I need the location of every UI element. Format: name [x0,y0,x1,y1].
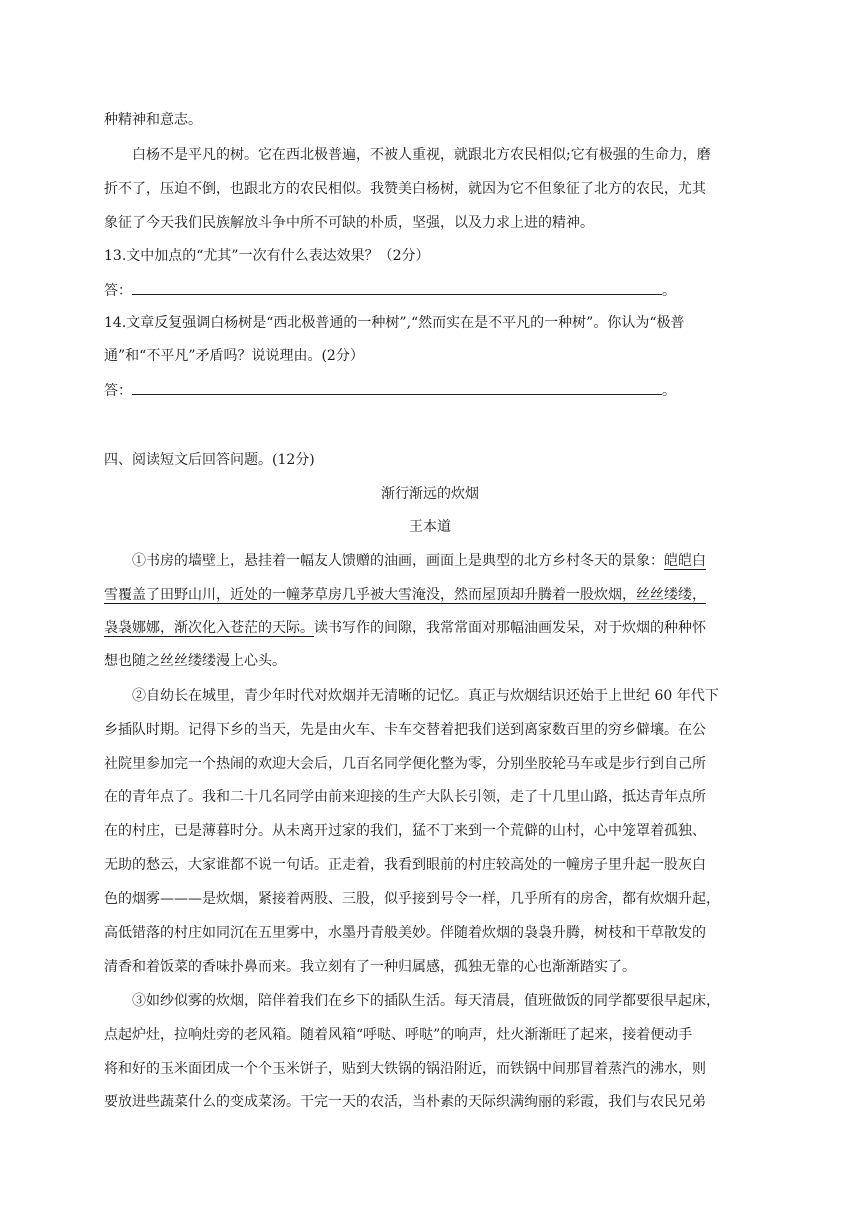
text-line: 点起炉灶，拉响灶旁的老风箱。随着风箱“呼哒、呼哒”的响声，灶火渐渐旺了起来，接着便动手 [104,1027,693,1043]
answer-blank[interactable] [132,280,662,295]
question-13: 13.文中加点的“尤其”一次有什么表达效果？（2分） [104,248,430,264]
section-heading: 四、阅读短文后回答问题。(12分) [104,452,315,468]
text-line: 将和好的玉米面团成一个个玉米饼子，贴到大铁锅的锅沿附近，而铁锅中间那冒着蒸汽的沸水，则 [104,1061,706,1077]
text-line: 高低错落的村庄如同沉在五里雾中，水墨丹青般美妙。伴随着炊烟的袅袅升腾，树枝和干草散发的 [104,925,706,941]
paragraph-1-line: ①书房的墙壁上，悬挂着一幅友人馈赠的油画，画面上是典型的北方乡村冬天的景象：皑皑白 [132,553,706,569]
text-line: 社院里参加完一个热闹的欢迎大会后，几百名同学便化整为零，分别坐胶轮马车或是步行到自己所 [104,756,706,772]
answer-end: 。 [662,283,676,299]
text-line: 想也随之丝丝缕缕漫上心头。 [104,653,286,669]
underlined-line [104,585,706,605]
article-author: 王本道 [409,519,451,535]
underlined-text: 皑皑白 [664,553,706,569]
text-line: 折不了，压迫不倒，也跟北方的农民相似。我赞美白杨树，就因为它不但象征了北方的农民，尤其 [104,181,706,197]
text-line: 色的烟雾———是炊烟，紧接着两股、三股，似乎接到号令一样，几乎所有的房舍，都有炊烟升起， [104,891,720,907]
text-line: 白杨不是平凡的树。它在西北极普遍，不被人重视，就跟北方农民相似;它有极强的生命力，磨 [132,147,711,163]
text-line: 在的村庄，已是薄暮时分。从未离开过家的我们，猛不丁来到一个荒僻的山村，心中笼罩着孤独、 [104,823,706,839]
text-line: 在的青年点了。我和二十几名同学由前来迎接的生产大队长引领，走了十几里山路，抵达青年点所 [104,789,706,805]
underlined-text: 袅袅娜娜，渐次化入苍茫的天际。 [104,620,314,636]
text-line: 乡插队时期。记得下乡的当天，先是由火车、卡车交替着把我们送到离家数百里的穷乡僻壤。在公 [104,722,706,738]
question-14-cont: 通”和“不平凡”矛盾吗？说说理由。(2分） [104,348,364,364]
answer-end: 。 [662,383,676,399]
answer-label: 答： [104,383,132,399]
answer-blank[interactable] [132,380,662,395]
text-line: 无助的愁云，大家谁都不说一句话。正走着，我看到眼前的村庄较高处的一幢房子里升起一股灰白 [104,857,706,873]
text-line: 种精神和意志。 [104,112,202,128]
paragraph-1-line: 袅袅娜娜，渐次化入苍茫的天际。读书写作的间隙，我常常面对那幅油画发呆，对于炊烟的种种怀 [104,620,706,636]
underlined-text: 雪覆盖了田野山川，近处的一幢茅草房几乎被大雪淹没，然而屋顶却升腾着一股炊烟，丝丝缕缕， [104,587,706,603]
answer-line-14[interactable] [104,380,676,401]
text-line: 要放进些蔬菜什么的变成菜汤。干完一天的农活，当朴素的天际织满绚丽的彩霞，我们与农民兄弟 [104,1094,706,1110]
paragraph-3-line: ③如纱似雾的炊烟，陪伴着我们在乡下的插队生活。每天清晨，值班做饭的同学都要很早起床， [132,993,720,1009]
paragraph-2-line: ②自幼长在城里，青少年时代对炊烟并无清晰的记忆。真正与炊烟结识还始于上世纪 60 年代下 [132,688,719,704]
answer-label: 答： [104,283,132,299]
article-title: 渐行渐远的炊烟 [381,486,479,502]
question-14: 14.文章反复强调白杨树是“西北极普通的一种树”,“然而实在是不平凡的一种树”。你认为“极普 [104,315,685,331]
answer-line-13[interactable] [104,280,676,301]
text-line: 象征了今天我们民族解放斗争中所不可缺的朴质，坚强，以及力求上进的精神。 [104,215,594,231]
text-line: 清香和着饭菜的香味扑鼻而来。我立刻有了一种归属感，孤独无靠的心也渐渐踏实了。 [104,959,636,975]
